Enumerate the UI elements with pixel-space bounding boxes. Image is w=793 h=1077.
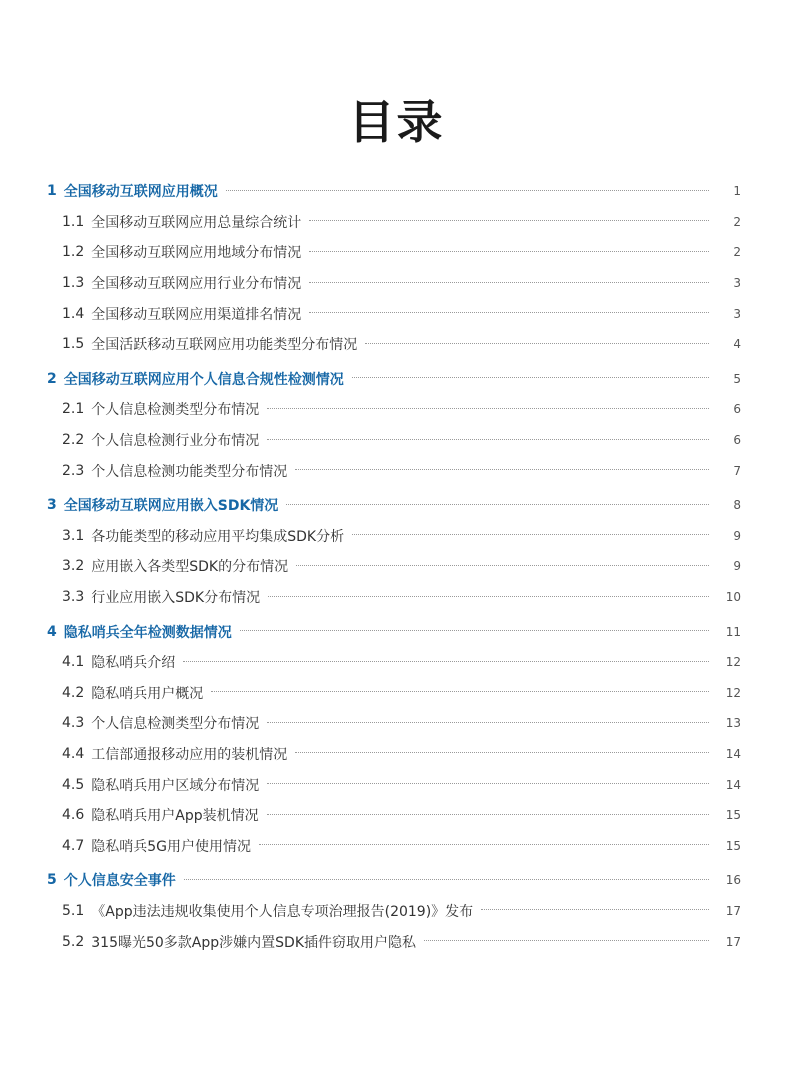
toc-entry-page-number: 14	[725, 746, 741, 761]
toc-section-entry[interactable]	[47, 708, 741, 739]
toc-section-entry[interactable]	[47, 647, 741, 678]
toc-entry-page-number: 10	[725, 590, 741, 605]
toc-entry-number: 1.2	[62, 244, 85, 261]
dot-leader	[295, 469, 709, 470]
toc-section-entry[interactable]	[47, 455, 741, 486]
toc-entry-page-number: 2	[733, 214, 741, 229]
toc-section-entry[interactable]	[47, 298, 741, 329]
dot-leader	[352, 534, 709, 535]
toc-entry-label: 个人信息检测功能类型分布情况	[91, 463, 288, 480]
toc-entry-number: 5.2	[62, 933, 85, 950]
toc-entry-page-number: 3	[733, 276, 741, 291]
toc-section-entry[interactable]	[47, 207, 741, 238]
dot-leader	[211, 691, 709, 692]
toc-section-entry[interactable]	[47, 237, 741, 268]
toc-entry-label: 《App违法违规收集使用个人信息专项治理报告(2019)》发布	[91, 903, 474, 920]
toc-chapter-entry[interactable]	[47, 364, 741, 395]
toc-entry-label: 全国移动互联网应用行业分布情况	[91, 276, 302, 293]
toc-entry-number: 2.1	[62, 401, 85, 418]
dot-leader	[286, 504, 709, 505]
toc-section-entry[interactable]	[47, 551, 741, 582]
toc-entry-page-number: 6	[733, 433, 741, 448]
toc-section-entry[interactable]	[47, 739, 741, 770]
dot-leader	[309, 312, 709, 313]
toc-section-entry[interactable]	[47, 329, 741, 360]
toc-entry-label: 全国移动互联网应用个人信息合规性检测情况	[63, 371, 344, 388]
toc-entry-label: 全国移动互联网应用渠道排名情况	[91, 306, 302, 323]
toc-entry-number: 5	[47, 872, 57, 889]
toc-entry-number: 1.5	[62, 336, 85, 353]
toc-entry-label: 工信部通报移动应用的装机情况	[91, 746, 288, 763]
toc-entry-page-number: 14	[725, 777, 741, 792]
toc-entry-page-number: 4	[733, 337, 741, 352]
toc-entry-number: 3	[47, 497, 57, 514]
toc-entry-number: 3.2	[62, 558, 85, 575]
toc-entry-label: 全国移动互联网应用嵌入SDK情况	[63, 498, 279, 515]
toc-entry-label: 隐私哨兵用户概况	[91, 685, 204, 702]
toc-section-entry[interactable]	[47, 425, 741, 456]
dot-leader	[268, 596, 709, 597]
toc-entry-label: 行业应用嵌入SDK分布情况	[91, 590, 261, 607]
toc-entry-label: 个人信息检测行业分布情况	[91, 433, 260, 450]
toc-entry-label: 个人信息检测类型分布情况	[91, 402, 260, 419]
toc-section-entry[interactable]	[47, 926, 741, 957]
toc-entry-label: 应用嵌入各类型SDK的分布情况	[91, 559, 289, 576]
toc-entry-label: 全国移动互联网应用地域分布情况	[91, 245, 302, 262]
toc-entry-page-number: 6	[733, 402, 741, 417]
table-of-contents	[47, 176, 741, 957]
toc-entry-number: 1	[47, 183, 57, 200]
toc-entry-page-number: 15	[725, 808, 741, 823]
toc-section-entry[interactable]	[47, 896, 741, 927]
toc-entry-number: 4.1	[62, 654, 85, 671]
toc-entry-page-number: 8	[733, 498, 741, 513]
toc-entry-page-number: 17	[725, 903, 741, 918]
dot-leader	[352, 377, 709, 378]
toc-entry-label: 各功能类型的移动应用平均集成SDK分析	[91, 528, 345, 545]
dot-leader	[309, 282, 709, 283]
toc-entry-label: 全国移动互联网应用概况	[63, 184, 218, 201]
toc-section-entry[interactable]	[47, 800, 741, 831]
toc-entry-page-number: 16	[725, 873, 741, 888]
toc-entry-number: 4.5	[62, 776, 85, 793]
dot-leader	[240, 630, 709, 631]
dot-leader	[481, 909, 709, 910]
dot-leader	[267, 814, 709, 815]
toc-entry-label: 315曝光50多款App涉嫌内置SDK插件窃取用户隐私	[91, 934, 416, 951]
toc-entry-number: 1.4	[62, 305, 85, 322]
dot-leader	[267, 408, 709, 409]
toc-entry-number: 1.3	[62, 275, 85, 292]
toc-entry-page-number: 12	[725, 685, 741, 700]
toc-entry-page-number: 13	[725, 716, 741, 731]
toc-section-entry[interactable]	[47, 769, 741, 800]
toc-entry-number: 5.1	[62, 902, 85, 919]
toc-entry-page-number: 3	[733, 306, 741, 321]
dot-leader	[309, 251, 709, 252]
toc-entry-page-number: 9	[733, 528, 741, 543]
dot-leader	[183, 661, 709, 662]
toc-entry-number: 4.7	[62, 837, 85, 854]
toc-entry-label: 个人信息检测类型分布情况	[91, 716, 260, 733]
toc-entry-number: 2.3	[62, 462, 85, 479]
dot-leader	[184, 879, 709, 880]
toc-entry-number: 4.6	[62, 807, 85, 824]
toc-chapter-entry[interactable]	[47, 490, 741, 521]
toc-entry-label: 隐私哨兵用户区域分布情况	[91, 777, 260, 794]
dot-leader	[226, 190, 709, 191]
toc-entry-page-number: 11	[725, 624, 741, 639]
dot-leader	[259, 844, 709, 845]
toc-section-entry[interactable]	[47, 521, 741, 552]
toc-entry-page-number: 5	[733, 371, 741, 386]
dot-leader	[267, 439, 709, 440]
toc-entry-number: 4.3	[62, 715, 85, 732]
toc-section-entry[interactable]	[47, 582, 741, 613]
toc-entry-label: 隐私哨兵全年检测数据情况	[63, 624, 232, 641]
toc-entry-label: 隐私哨兵用户App装机情况	[91, 808, 259, 825]
toc-entry-number: 1.1	[62, 213, 85, 230]
dot-leader	[296, 565, 709, 566]
dot-leader	[267, 722, 709, 723]
toc-entry-label: 隐私哨兵5G用户使用情况	[91, 838, 252, 855]
dot-leader	[267, 783, 709, 784]
toc-entry-page-number: 1	[733, 184, 741, 199]
dot-leader	[295, 752, 709, 753]
toc-section-entry[interactable]	[47, 394, 741, 425]
toc-entry-number: 2.2	[62, 432, 85, 449]
toc-section-entry[interactable]	[47, 268, 741, 299]
toc-entry-number: 2	[47, 370, 57, 387]
toc-entry-number: 3.1	[62, 527, 85, 544]
toc-chapter-entry[interactable]	[47, 176, 741, 207]
toc-entry-page-number: 15	[725, 838, 741, 853]
toc-entry-page-number: 17	[725, 934, 741, 949]
dot-leader	[309, 220, 709, 221]
toc-entry-number: 3.3	[62, 589, 85, 606]
toc-section-entry[interactable]	[47, 830, 741, 861]
toc-entry-number: 4	[47, 623, 57, 640]
toc-entry-label: 个人信息安全事件	[63, 873, 176, 890]
toc-chapter-entry[interactable]	[47, 865, 741, 896]
dot-leader	[365, 343, 709, 344]
toc-entry-number: 4.4	[62, 745, 85, 762]
toc-entry-label: 全国活跃移动互联网应用功能类型分布情况	[91, 337, 358, 354]
toc-section-entry[interactable]	[47, 678, 741, 709]
toc-entry-page-number: 12	[725, 655, 741, 670]
page-title: 目录	[348, 95, 445, 149]
toc-chapter-entry[interactable]	[47, 616, 741, 647]
toc-entry-number: 4.2	[62, 684, 85, 701]
toc-entry-page-number: 9	[733, 559, 741, 574]
toc-entry-label: 隐私哨兵介绍	[91, 655, 176, 672]
dot-leader	[424, 940, 709, 941]
toc-entry-page-number: 7	[733, 463, 741, 478]
toc-entry-page-number: 2	[733, 245, 741, 260]
toc-entry-label: 全国移动互联网应用总量综合统计	[91, 214, 302, 231]
